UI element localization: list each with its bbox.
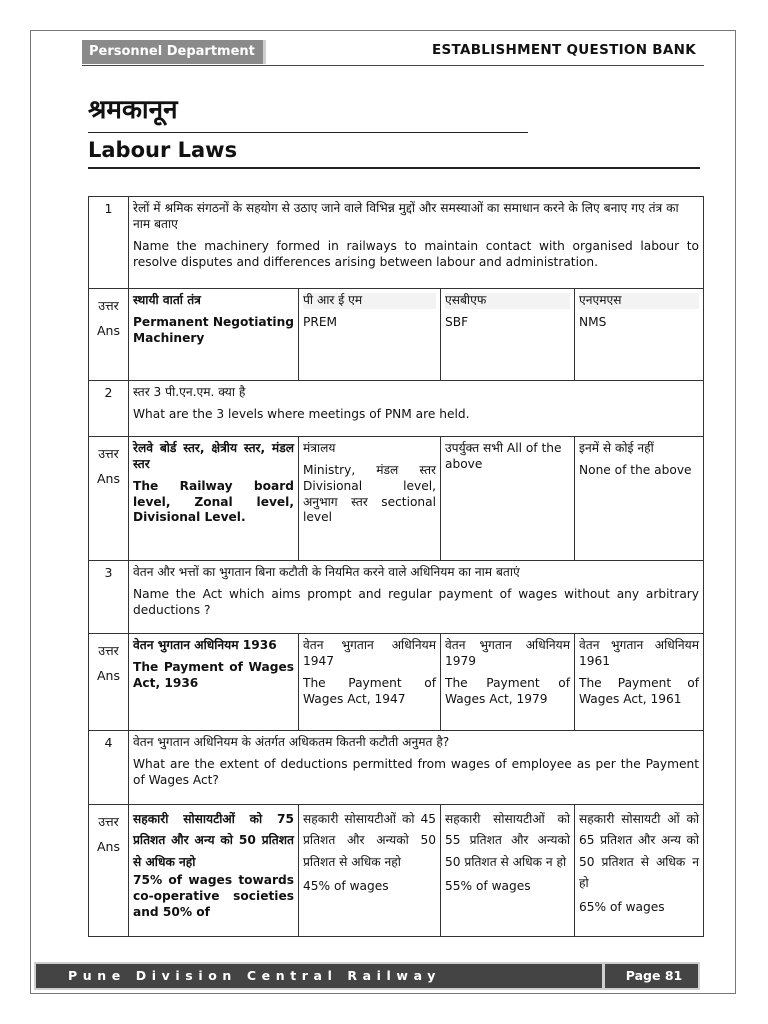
title-divider — [88, 132, 528, 133]
question-row — [89, 561, 704, 634]
answer-option — [299, 805, 441, 937]
answer-row — [89, 634, 704, 731]
option-text-hindi: मंत्रालय — [303, 441, 336, 455]
answer-label-english: Ans — [97, 471, 120, 486]
answer-option — [129, 289, 299, 381]
answer-label — [89, 437, 129, 561]
option-text-hindi: वेतन भुगतान अधिनियम 1947 — [303, 638, 436, 668]
question-text-hindi: रेलों में श्रमिक संगठनों के सहयोग से उठाए जाने वाले विभिन्न मुद्दों और समस्याओं का समाधान करने के लिए बनाए गए तंत्र का नाम बताए — [133, 201, 679, 231]
question-cell — [129, 731, 704, 805]
option-text-hindi: सहकारी सोसायटीओं को 55 प्रतिशत और अन्यको 50 प्रतिशत से अधिक न हो — [445, 812, 570, 869]
question-table — [88, 196, 704, 937]
answer-option — [129, 634, 299, 731]
question-number: 4 — [89, 731, 129, 805]
question-row — [89, 197, 704, 289]
question-cell — [129, 381, 704, 437]
option-text-hindi: सहकारी सोसायटीओं को 75 प्रतिशत और अन्य को 50 प्रतिशत से अधिक नहो — [133, 812, 294, 869]
question-text-hindi: वेतन और भत्तों का भुगतान बिना कटौती के नियमित करने वाले अधिनियम का नाम बताएं — [133, 565, 520, 579]
option-text-hindi: पी आर ई एम — [303, 293, 436, 309]
option-text-english: SBF — [445, 314, 469, 329]
question-number: 2 — [89, 381, 129, 437]
question-text-hindi: स्तर 3 पी.एन.एम. क्या है — [133, 385, 246, 399]
option-text-hindi: वेतन भुगतान अधिनियम 1961 — [579, 638, 700, 668]
option-text-hindi: रेलवे बोर्ड स्तर, क्षेत्रीय स्तर, मंडल स्तर — [133, 441, 294, 471]
question-number: 3 — [89, 561, 129, 634]
question-text-hindi: वेतन भुगतान अधिनियम के अंतर्गत अधिकतम कितनी कटौती अनुमत है? — [133, 735, 450, 749]
option-text-english: 65% of wages — [579, 900, 665, 915]
answer-option — [575, 634, 704, 731]
answer-row — [89, 437, 704, 561]
option-text-hindi: इनमें से कोई नहीं — [579, 441, 654, 455]
option-text-hindi: एनएमएस — [579, 293, 699, 309]
option-text-hindi: एसबीएफ — [445, 293, 570, 309]
option-text-english: None of the above — [579, 462, 692, 477]
section-title-english: Labour Laws — [88, 138, 238, 162]
option-text-hindi: सहकारी सोसायटीओं को 45 प्रतिशत और अन्यको 50 प्रतिशत से अधिक नहो — [303, 812, 436, 869]
question-cell — [129, 197, 704, 289]
option-text-english: The Payment of Wages Act, 1961 — [579, 675, 700, 706]
answer-label-english: Ans — [97, 668, 120, 683]
question-number: 1 — [89, 197, 129, 289]
option-text-english: 55% of wages — [445, 879, 531, 894]
answer-label-hindi: उत्तर — [98, 643, 119, 658]
option-text-english: The Railway board level, Zonal level, Divisional Level. — [133, 478, 294, 525]
option-text-english: The Payment of Wages Act, 1936 — [133, 659, 294, 690]
answer-label-hindi: उत्तर — [98, 814, 119, 829]
answer-option — [129, 805, 299, 937]
question-cell — [129, 561, 704, 634]
answer-label — [89, 634, 129, 731]
section-title-hindi: श्रमकानून — [88, 95, 178, 125]
answer-option — [299, 634, 441, 731]
option-text-english: NMS — [579, 314, 607, 329]
department-label: Personnel Department — [82, 40, 266, 64]
answer-option — [575, 805, 704, 937]
answer-label — [89, 805, 129, 937]
footer-division: Pune Division Central Railway — [68, 968, 441, 983]
option-text-english: The Payment of Wages Act, 1979 — [445, 675, 570, 706]
option-text-english: The Payment of Wages Act, 1947 — [303, 675, 436, 706]
page-number: Page 81 — [625, 968, 683, 983]
option-text-english: Permanent Negotiating Machinery — [133, 314, 295, 345]
option-text-hindi: वेतन भुगतान अधिनियम 1936 — [133, 638, 277, 652]
option-text-english: Ministry, मंडल स्तर Divisional level, अनुभाग स्तर sectional level — [303, 462, 436, 525]
option-text-english: 45% of wages — [303, 879, 389, 894]
answer-option — [575, 289, 704, 381]
answer-label — [89, 289, 129, 381]
answer-label-english: Ans — [97, 839, 120, 854]
header-divider — [82, 65, 704, 66]
answer-option — [299, 289, 441, 381]
answer-row — [89, 805, 704, 937]
section-divider — [88, 167, 700, 169]
answer-label-hindi: उत्तर — [98, 446, 119, 461]
answer-option — [575, 437, 704, 561]
option-text-hindi: उपर्युक्त सभी All of the above — [445, 441, 562, 471]
answer-option — [441, 805, 575, 937]
answer-row — [89, 289, 704, 381]
answer-label-hindi: उत्तर — [98, 298, 119, 313]
answer-label-english: Ans — [97, 323, 120, 338]
answer-option — [441, 634, 575, 731]
option-text-hindi: स्थायी वार्ता तंत्र — [133, 293, 201, 307]
question-text-english: What are the 3 levels where meetings of PNM are held. — [133, 406, 470, 421]
answer-option — [441, 437, 575, 561]
answer-option — [441, 289, 575, 381]
document-title: ESTABLISHMENT QUESTION BANK — [431, 42, 696, 58]
question-text-english: What are the extent of deductions permitted from wages of employee as per the Payment of Wages Act? — [133, 756, 700, 787]
question-text-english: Name the Act which aims prompt and regular payment of wages without any arbitrary deductions ? — [133, 586, 700, 617]
answer-option — [129, 437, 299, 561]
answer-option — [299, 437, 441, 561]
option-text-english: PREM — [303, 314, 338, 329]
option-text-hindi: वेतन भुगतान अधिनियम 1979 — [445, 638, 570, 668]
question-row — [89, 381, 704, 437]
footer-separator — [602, 964, 605, 988]
question-text-english: Name the machinery formed in railways to maintain contact with organised labour to resolve disputes and differences arising between labour and administration. — [133, 238, 700, 269]
question-row — [89, 731, 704, 805]
option-text-hindi: सहकारी सोसायटी ओं को 65 प्रतिशत और अन्य को 50 प्रतिशत से अधिक न हो — [579, 812, 700, 891]
option-text-english: 75% of wages towards co-operative societies and 50% of — [133, 873, 294, 919]
